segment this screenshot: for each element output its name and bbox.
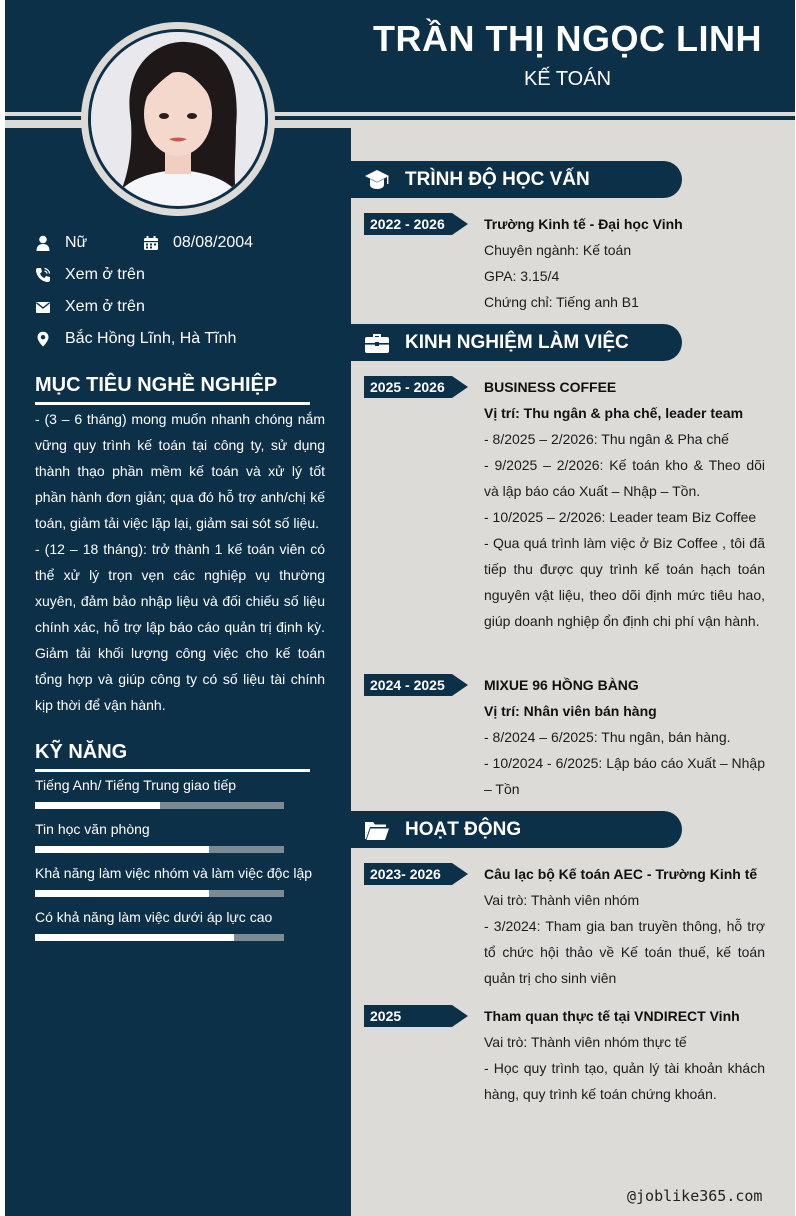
education-entry: [484, 211, 765, 315]
objective-heading: MỤC TIÊU NGHỀ NGHIỆP: [35, 374, 278, 396]
job-line: - 10/2024 - 6/2025: Lập báo cáo Xuất – Nhập – Tồn: [484, 755, 765, 797]
skill-bar: [35, 890, 284, 897]
skill-label: Tin học văn phòng: [35, 821, 150, 837]
activity-line: - Học quy trình tạo, quản lý tài khoản khách hàng, quy trình kế toán chứng khoán.: [484, 1060, 765, 1102]
experience-heading: KINH NGHIỆM LÀM VIỆC: [405, 331, 629, 353]
activity-date-tag: [364, 1005, 468, 1027]
job-date-tag: [364, 376, 468, 398]
objective-rule: [35, 402, 310, 405]
experience-section-header: [351, 324, 682, 361]
user-icon: [35, 235, 51, 251]
education-date-tag: [364, 213, 468, 235]
activity-period: 2023- 2026: [370, 866, 441, 882]
job-role: Vị trí: Nhân viên bán hàng: [484, 703, 657, 719]
skill-label: Khả năng làm việc nhóm và làm việc độc lập: [35, 865, 313, 881]
activity-date-tag: [364, 863, 468, 885]
skill-bar: [35, 846, 284, 853]
company-name: BUSINESS COFFEE: [484, 379, 617, 395]
skill-label: Có khả năng làm việc dưới áp lực cao: [35, 909, 273, 925]
address-row: [35, 330, 236, 348]
birthday-value: 08/08/2004: [173, 234, 254, 251]
activity-title: Câu lạc bộ Kế toán AEC - Trường Kinh tế: [484, 866, 758, 882]
graduation-cap-icon: [364, 167, 390, 193]
folder-open-icon: [364, 817, 390, 843]
gender-value: Nữ: [65, 234, 88, 251]
objective-text: [35, 406, 325, 718]
activities-heading: HOẠT ĐỘNG: [405, 818, 522, 840]
skill-fill: [35, 890, 209, 897]
activity-line: Vai trò: Thành viên nhóm: [484, 892, 640, 908]
email-row: [35, 298, 145, 316]
skill-item: [35, 909, 315, 925]
activities-section-header: [351, 811, 682, 848]
objective-paragraph: - (12 – 18 tháng): trở thành 1 kế toán viên có thể xử lý trọn vẹn các nghiệp vụ thường xuyên, đảm bảo nhập liệu và đối chiếu số liệu chính xác, hỗ trợ lập báo cáo quản trị định kỳ. Giảm tải khối lượng công việc cho kế toán tổng hợp và giúp công ty có số liệu tài chính kịp thời để vận hành.: [35, 541, 325, 713]
gender-row: [35, 234, 87, 252]
skill-item: [35, 777, 315, 793]
phone-value: Xem ở trên: [65, 266, 145, 283]
activity-line: Vai trò: Thành viên nhóm thực tế: [484, 1034, 687, 1050]
location-icon: [35, 331, 51, 347]
education-line: Chứng chỉ: Tiếng anh B1: [484, 294, 639, 310]
skill-bar: [35, 802, 284, 809]
job-title: KẾ TOÁN: [523, 68, 612, 90]
job-line: - 8/2024 – 6/2025: Thu ngân, bán hàng.: [484, 729, 731, 745]
company-name: MIXUE 96 HỒNG BÀNG: [484, 677, 639, 693]
education-line: Chuyên ngành: Kế toán: [484, 242, 632, 258]
address-value: Bắc Hồng Lĩnh, Hà Tĩnh: [65, 330, 237, 347]
job-line: - 9/2025 – 2/2026: Kế toán kho & Theo dõi và lập báo cáo Xuất – Nhập – Tồn.: [484, 457, 765, 499]
job-line: - 8/2025 – 2/2026: Thu ngân & Pha chế: [484, 431, 729, 447]
phone-row: [35, 266, 145, 284]
skill-fill: [35, 802, 160, 809]
avatar: [88, 29, 268, 209]
candidate-name: TRẦN THỊ NGỌC LINH: [373, 18, 762, 59]
job-period: 2024 - 2025: [370, 677, 445, 693]
job-date-tag: [364, 674, 468, 696]
mail-icon: [35, 299, 51, 315]
watermark: @joblike365.com: [627, 1187, 763, 1205]
activity-period: 2025: [370, 1008, 402, 1024]
education-period: 2022 - 2026: [370, 216, 445, 232]
skill-label: Tiếng Anh/ Tiếng Trung giao tiếp: [35, 777, 237, 793]
activity-title: Tham quan thực tế tại VNDIRECT Vinh: [484, 1008, 740, 1024]
skills-rule: [35, 769, 310, 772]
job-role: Vị trí: Thu ngân & pha chế, leader team: [484, 405, 744, 421]
activity-entry: [484, 861, 765, 991]
skills-heading: KỸ NĂNG: [35, 741, 128, 763]
objective-paragraph: - (3 – 6 tháng) mong muốn nhanh chóng nắm vững quy trình kế toán tại công ty, sử dụng thành thạo phần mềm kế toán và xử lý tốt phần hành đơn giản; qua đó hỗ trợ anh/chị kế toán, giảm tải việc lặp lại, giảm sai sót số liệu.: [35, 411, 325, 531]
activity-line: - 3/2024: Tham gia ban truyền thông, hỗ trợ tổ chức hội thảo về Kế toán thuế, kế toán quản trị cho sinh viên: [484, 918, 765, 986]
education-heading: TRÌNH ĐỘ HỌC VẤN: [405, 168, 590, 190]
skill-bar: [35, 934, 284, 941]
skill-fill: [35, 934, 234, 941]
activity-entry: [484, 1003, 765, 1107]
education-section-header: [351, 161, 682, 198]
birthday-row: [143, 234, 253, 252]
job-period: 2025 - 2026: [370, 379, 445, 395]
skill-fill: [35, 846, 209, 853]
phone-icon: [35, 267, 51, 283]
job-line: - Qua quá trình làm việc ở Biz Coffee , tôi đã tiếp thu được quy trình kế toán hạch toán nguyên vật liệu, theo dõi định mức tiêu hao, giúp doanh nghiệp ổn định chi phí vận hành.: [484, 535, 765, 629]
cv-page: [5, 0, 795, 1216]
skill-item: [35, 865, 315, 881]
skill-item: [35, 821, 315, 837]
briefcase-icon: [364, 330, 390, 356]
school-name: Trường Kinh tế - Đại học Vinh: [484, 216, 683, 232]
calendar-icon: [143, 235, 159, 251]
job-entry: [484, 672, 765, 802]
email-value: Xem ở trên: [65, 298, 145, 315]
job-line: - 10/2025 – 2/2026: Leader team Biz Coffee: [484, 509, 757, 525]
job-entry: [484, 374, 765, 634]
education-line: GPA: 3.15/4: [484, 268, 560, 284]
